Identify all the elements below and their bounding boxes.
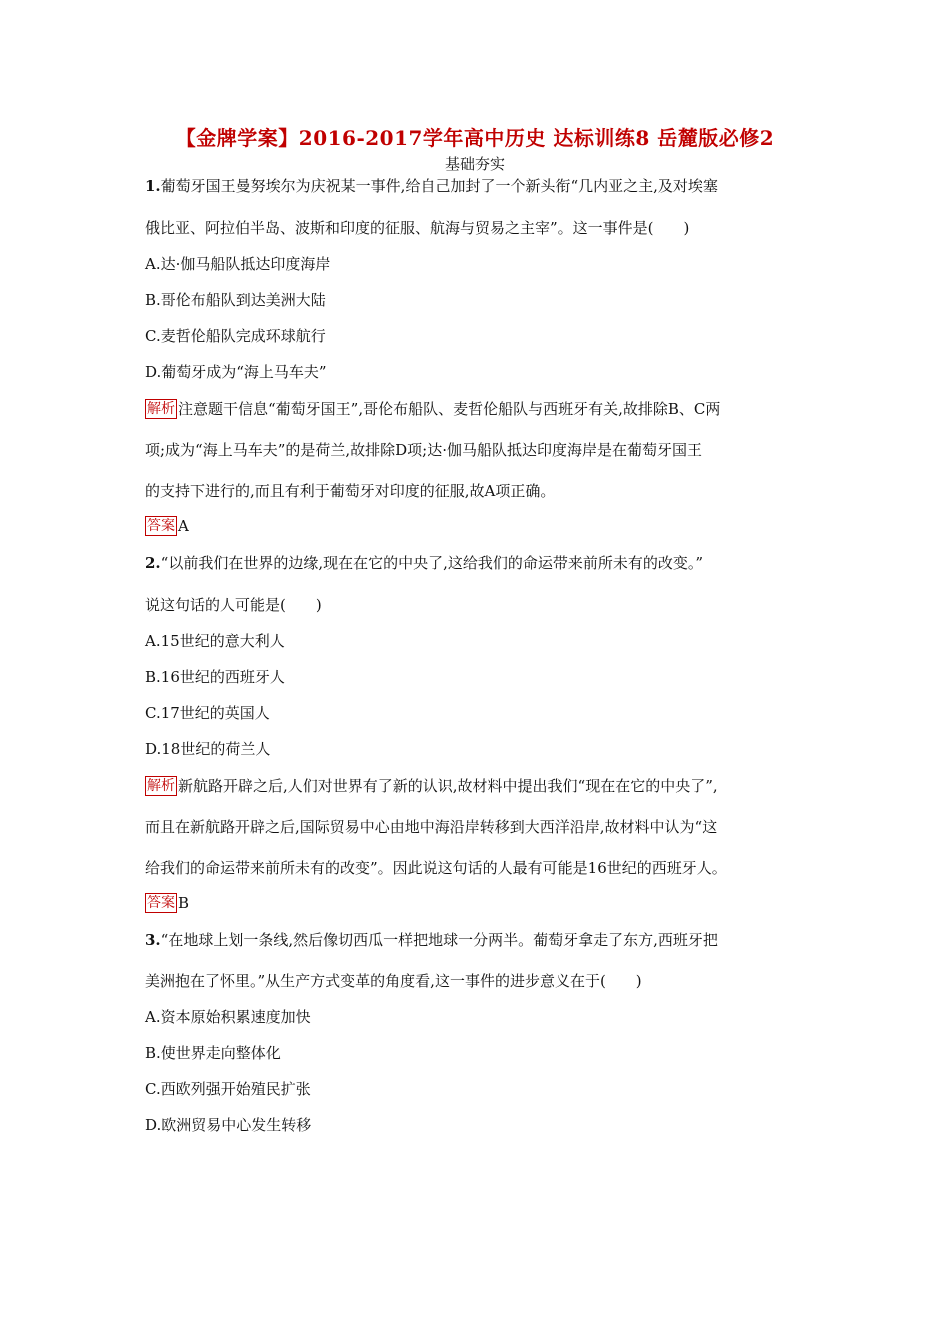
question-2-number: 2. [145,554,161,572]
question-2-stem-text-1: “以前我们在世界的边缘,现在在它的中央了,这给我们的命运带来前所未有的改变。” [160,554,704,572]
analysis-label: 解析 [147,778,175,794]
question-1-option-b: B.哥伦布船队到达美洲大陆 [145,291,326,309]
question-1-option-d: D.葡萄牙成为“海上马车夫” [145,363,327,381]
question-3-option-c: C.西欧列强开始殖民扩张 [145,1080,311,1098]
answer-label: 答案 [147,895,175,911]
question-2-stem-line-2: 说这句话的人可能是( ) [145,596,322,614]
question-1-analysis-line-1 [145,398,720,420]
question-2-analysis-text-1: 新航路开辟之后,人们对世界有了新的认识,故材料中提出我们“现在在它的中央了”, [178,777,718,795]
question-3-option-d: D.欧洲贸易中心发生转移 [145,1116,312,1134]
answer-label: 答案 [147,518,175,534]
question-1-option-c: C.麦哲伦船队完成环球航行 [145,327,326,345]
question-1-stem-line-1 [145,175,718,197]
question-2-analysis-line-3: 给我们的命运带来前所未有的改变”。因此说这句话的人最有可能是16世纪的西班牙人。 [145,859,727,877]
question-1-option-a: A.达·伽马船队抵达印度海岸 [145,255,331,273]
question-1-analysis-text-1: 注意题干信息“葡萄牙国王”,哥伦布船队、麦哲伦船队与西班牙有关,故排除B、C两 [178,400,721,418]
question-1-analysis-line-2: 项;成为“海上马车夫”的是荷兰,故排除D项;达·伽马船队抵达印度海岸是在葡萄牙国王 [145,441,703,459]
question-1-stem-text-1: 葡萄牙国王曼努埃尔为庆祝某一事件,给自己加封了一个新头衔“几内亚之主,及对埃塞 [160,177,718,195]
question-2-stem-line-1 [145,552,703,574]
question-3-stem-text-1: “在地球上划一条线,然后像切西瓜一样把地球一分两半。葡萄牙拿走了东方,西班牙把 [160,931,718,949]
question-3-option-a: A.资本原始积累速度加快 [145,1008,311,1026]
question-1-answer: A [178,517,189,535]
section-heading: 基础夯实 [444,155,505,173]
question-3-stem-line-2: 美洲抱在了怀里。”从生产方式变革的角度看,这一事件的进步意义在于( ) [145,972,642,990]
question-2-analysis-line-2: 而且在新航路开辟之后,国际贸易中心由地中海沿岸转移到大西洋沿岸,故材料中认为“这 [145,818,718,836]
question-2-analysis-line-1 [145,775,718,797]
question-2-option-c: C.17世纪的英国人 [145,704,270,722]
question-1-stem-line-2: 俄比亚、阿拉伯半岛、波斯和印度的征服、航海与贸易之主宰”。这一事件是( ) [145,219,690,237]
question-2-option-b: B.16世纪的西班牙人 [145,668,285,686]
question-2-option-a: A.15世纪的意大利人 [145,632,285,650]
question-3-option-b: B.使世界走向整体化 [145,1044,281,1062]
question-1-answer-line [145,515,189,537]
document-title: 【金牌学案】2016-2017学年高中历史 达标训练8 岳麓版必修2 [175,126,775,150]
question-2-answer-line [145,892,189,914]
question-2-answer: B [178,894,190,912]
analysis-label: 解析 [147,401,175,417]
question-3-stem-line-1 [145,929,718,951]
question-1-analysis-line-3: 的支持下进行的,而且有利于葡萄牙对印度的征服,故A项正确。 [145,482,556,500]
question-2-option-d: D.18世纪的荷兰人 [145,740,271,758]
question-1-number: 1. [145,177,161,195]
question-3-number: 3. [145,931,161,949]
